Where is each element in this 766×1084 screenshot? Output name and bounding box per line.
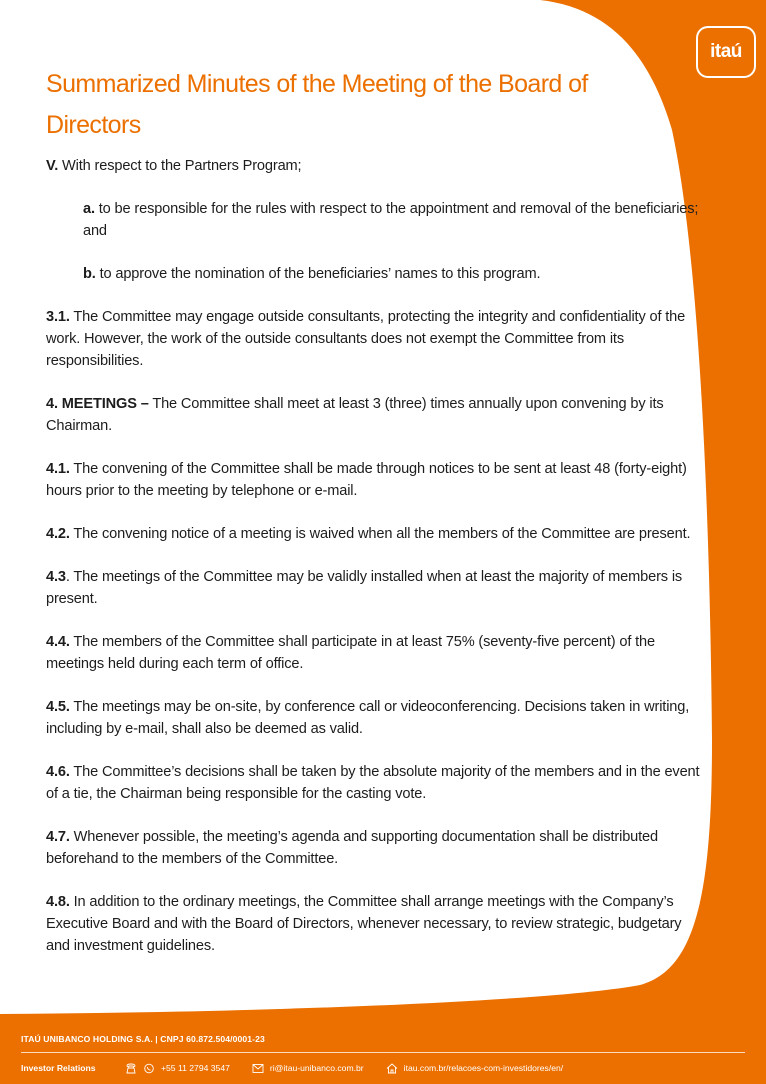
phone-number: +55 11 2794 3547 (161, 1063, 230, 1073)
envelope-icon (252, 1063, 264, 1074)
paragraph-4-6: 4.6. The Committee’s decisions shall be taken by the absolute majority of the members and in the event of a tie, the Chairman being responsible for the casting vote. (46, 764, 700, 802)
paragraph-item-b: b. to approve the nomination of the beneficiaries’ names to this program. (83, 266, 541, 282)
paragraph-item-a: a. to be responsible for the rules with respect to the appointment and removal of the beneficiaries; and (83, 201, 699, 239)
phone-contact[interactable] (125, 1063, 230, 1074)
paragraph-4-7: 4.7. Whenever possible, the meeting’s agenda and supporting documentation shall be distributed beforehand to the members of the Committee. (46, 829, 658, 867)
footer-divider (21, 1052, 745, 1053)
page-footer (0, 1024, 766, 1084)
paragraph-4-8: 4.8. In addition to the ordinary meetings, the Committee shall arrange meetings with the Company’s Executive Board and with the Board of Directors, whenever necessary, to review strategic, budgetary and investment guidelines. (46, 894, 682, 954)
paragraph-4-meetings: 4. MEETINGS – The Committee shall meet at least 3 (three) times annually upon convening by its Chairman. (46, 396, 664, 434)
investor-relations-label: Investor Relations (21, 1063, 96, 1073)
page-title: Summarized Minutes of the Meeting of the Board of Directors (46, 70, 588, 139)
phone-icon (125, 1063, 137, 1074)
itau-logo (698, 28, 754, 76)
company-info: ITAÚ UNIBANCO HOLDING S.A. | CNPJ 60.872.504/0001-23 (21, 1034, 265, 1044)
email-contact[interactable] (252, 1063, 364, 1074)
whatsapp-icon (143, 1063, 155, 1074)
paragraph-4-3: 4.3. The meetings of the Committee may be validly installed when at least the majority of members is present. (46, 569, 683, 607)
paragraph-partners-program: V. With respect to the Partners Program; (46, 158, 302, 174)
website-url: itau.com.br/relacoes-com-investidores/en/ (403, 1063, 564, 1073)
logo-text: itaú (710, 41, 742, 62)
email-address: ri@itau-unibanco.com.br (269, 1063, 364, 1073)
document-body (46, 155, 704, 978)
home-icon (386, 1063, 398, 1074)
website-link[interactable] (386, 1063, 564, 1074)
paragraph-4-5: 4.5. The meetings may be on-site, by conference call or videoconferencing. Decisions taken in writing, including by e-mail, shall also be deemed as valid. (46, 699, 690, 737)
paragraph-4-2: 4.2. The convening notice of a meeting is waived when all the members of the Committee are present. (46, 526, 691, 542)
paragraph-3-1: 3.1. The Committee may engage outside consultants, protecting the integrity and confidentiality of the work. However, the work of the outside consultants does not exempt the Committee from its responsibilities. (46, 309, 686, 369)
paragraph-4-4: 4.4. The members of the Committee shall participate in at least 75% (seventy-five percent) of the meetings held during each term of office. (46, 634, 655, 672)
footer-contacts (21, 1061, 751, 1075)
paragraph-4-1: 4.1. The convening of the Committee shall be made through notices to be sent at least 48 (forty-eight) hours prior to the meeting by telephone or e-mail. (46, 461, 687, 499)
